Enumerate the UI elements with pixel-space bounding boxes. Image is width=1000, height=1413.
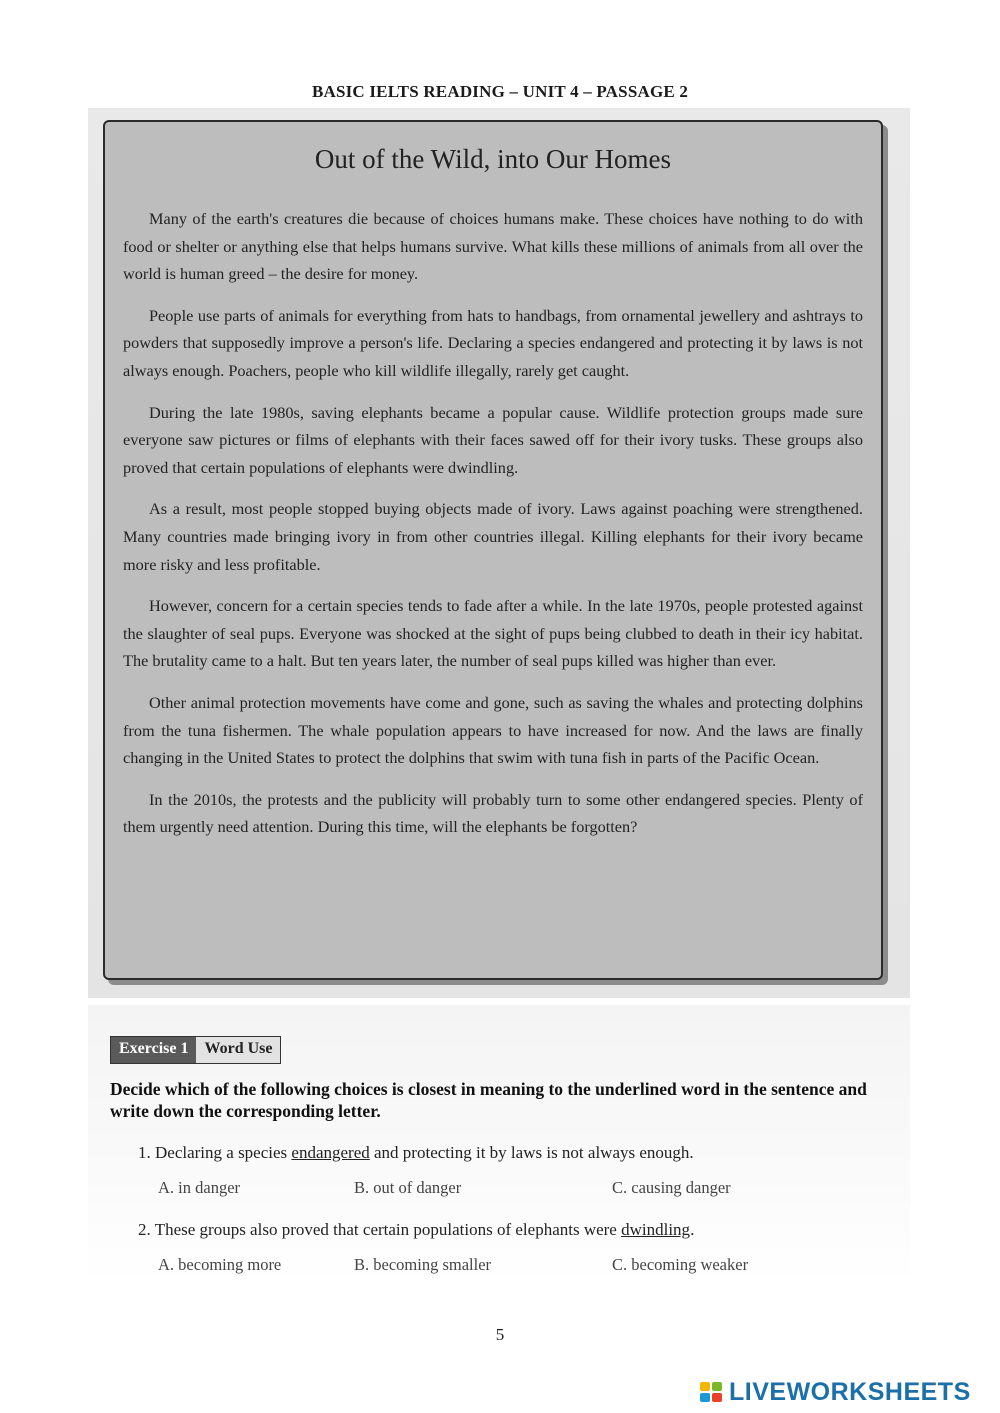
exercise-number: Exercise 1 bbox=[111, 1037, 196, 1063]
question-1 bbox=[138, 1143, 694, 1163]
underlined-word: dwindling bbox=[621, 1220, 691, 1239]
exercise-label bbox=[110, 1036, 281, 1064]
passage-paragraph: During the late 1980s, saving elephants became a popular cause. Wildlife protection groups made sure everyone saw pictures or films of elephants with their faces sawed off for their ivory tusks. These groups also proved that certain populations of elephants were dwindling. bbox=[123, 402, 863, 477]
option-a[interactable]: A. in danger bbox=[158, 1178, 241, 1197]
passage-paragraph: However, concern for a certain species tends to fade after a while. In the late 1970s, people protested against the slaughter of seal pups. Everyone was shocked at the sight of pups being clubbed to death in their icy habitat. The brutality came to a halt. But ten years later, the number of seal pups killed was higher than ever. bbox=[123, 596, 863, 671]
underlined-word: endangered bbox=[291, 1143, 370, 1162]
page-number: 5 bbox=[495, 1325, 505, 1344]
passage-paragraph: Other animal protection movements have come and gone, such as saving the whales and protecting dolphins from the tuna fishermen. The whale population appears to have increased for now. And the laws are finally changing in the United States to protect the dolphins that swim with tuna fish in parts of the Pacific Ocean. bbox=[123, 692, 863, 768]
exercise-type: Word Use bbox=[196, 1037, 280, 1063]
option-b[interactable]: B. out of danger bbox=[354, 1178, 462, 1197]
passage-paragraph: In the 2010s, the protests and the publicity will probably turn to some other endangered species. Plenty of them urgently need attention. During this time, will the elephants be forgotten? bbox=[123, 789, 863, 837]
question-2 bbox=[138, 1220, 694, 1240]
exercise-instructions: Decide which of the following choices is closest in meaning to the underlined word in the sentence and write down the corresponding letter. bbox=[110, 1079, 867, 1121]
option-c[interactable]: C. becoming weaker bbox=[612, 1255, 749, 1274]
question-text: 2. These groups also proved that certain populations of elephants were bbox=[138, 1220, 622, 1239]
passage-paragraph: As a result, most people stopped buying objects made of ivory. Laws against poaching were strengthened. Many countries made bringing ivory in from other countries illegal. Killing elephants for their ivory became more risky and less profitable. bbox=[123, 499, 863, 574]
option-a[interactable]: A. becoming more bbox=[158, 1255, 282, 1274]
grid-logo-icon bbox=[700, 1382, 726, 1404]
question-text: 1. Declaring a species bbox=[138, 1143, 292, 1162]
passage-paragraph: Many of the earth's creatures die because of choices humans make. These choices have nothing to do with food or shelter or anything else that helps humans survive. What kills these millions of animals from all over the world is human greed – the desire for money. bbox=[123, 209, 863, 284]
brand-name: LIVEWORKSHEETS bbox=[729, 1378, 971, 1406]
question-text: and protecting it by laws is not always enough. bbox=[369, 1143, 694, 1162]
option-b[interactable]: B. becoming smaller bbox=[354, 1255, 492, 1274]
passage-box bbox=[103, 120, 883, 980]
question-text: . bbox=[690, 1220, 695, 1239]
page-header: BASIC IELTS READING – UNIT 4 – PASSAGE 2 bbox=[311, 82, 689, 101]
option-c[interactable]: C. causing danger bbox=[612, 1178, 731, 1197]
liveworksheets-logo[interactable] bbox=[700, 1378, 971, 1407]
passage-paragraph: People use parts of animals for everything from hats to handbags, from ornamental jewellery and ashtrays to powders that supposedly improve a person's life. Declaring a species endangered and protecting it by laws is not always enough. Poachers, people who kill wildlife illegally, rarely get caught. bbox=[123, 305, 863, 380]
passage-title: Out of the Wild, into Our Homes bbox=[314, 144, 672, 174]
